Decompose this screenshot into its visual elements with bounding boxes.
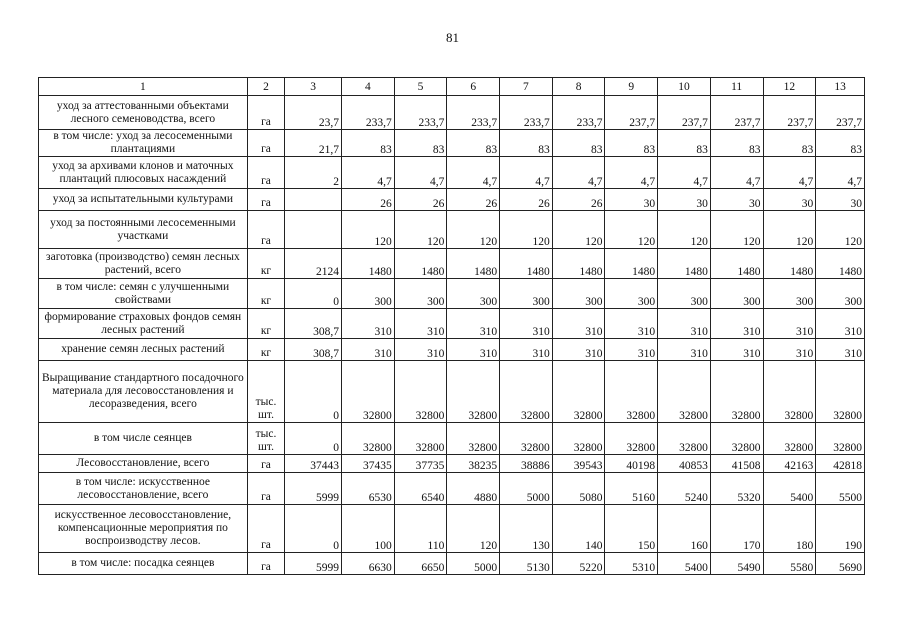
table-cell: 1480: [605, 249, 658, 279]
table-cell: 237,7: [605, 96, 658, 130]
table-cell: 5490: [710, 553, 763, 575]
table-cell: 5220: [552, 553, 605, 575]
row-label: уход за аттестованными объектами лесного семеноводства, всего: [39, 96, 248, 130]
column-header: 13: [816, 78, 865, 96]
table-cell: 32800: [447, 361, 500, 423]
table-cell: 1480: [763, 249, 816, 279]
table-cell: 300: [552, 279, 605, 309]
table-cell: 26: [447, 189, 500, 211]
table-cell: 120: [447, 505, 500, 553]
table-cell: 40853: [658, 455, 711, 473]
table-cell: 0: [285, 505, 342, 553]
table-cell: 37735: [394, 455, 447, 473]
table-cell: 310: [447, 309, 500, 339]
table-cell: 5400: [763, 473, 816, 505]
table-cell: 32800: [816, 423, 865, 455]
table-cell: 32800: [552, 361, 605, 423]
table-cell: 32800: [710, 361, 763, 423]
table-row: [39, 130, 865, 157]
table-row: [39, 505, 865, 553]
table-cell: 310: [658, 339, 711, 361]
table-cell: 5580: [763, 553, 816, 575]
table-cell: 310: [552, 309, 605, 339]
table-cell: [285, 189, 342, 211]
table-cell: 237,7: [710, 96, 763, 130]
row-unit: га: [247, 157, 284, 189]
table-cell: 180: [763, 505, 816, 553]
table-cell: 120: [816, 211, 865, 249]
row-label: формирование страховых фондов семян лесных растений: [39, 309, 248, 339]
row-unit: га: [247, 455, 284, 473]
table-cell: 4,7: [394, 157, 447, 189]
row-label: заготовка (производство) семян лесных растений, всего: [39, 249, 248, 279]
table-cell: 130: [500, 505, 553, 553]
table-cell: 110: [394, 505, 447, 553]
table-cell: 4,7: [500, 157, 553, 189]
page-number: 81: [446, 30, 459, 45]
table-cell: 38886: [500, 455, 553, 473]
table-cell: 170: [710, 505, 763, 553]
table-row: [39, 96, 865, 130]
table-cell: 83: [816, 130, 865, 157]
table-row: [39, 361, 865, 423]
table-cell: 310: [763, 339, 816, 361]
table-cell: 150: [605, 505, 658, 553]
table-cell: 120: [447, 211, 500, 249]
table-cell: 120: [394, 211, 447, 249]
row-unit: га: [247, 211, 284, 249]
table-cell: 32800: [710, 423, 763, 455]
table-cell: 100: [342, 505, 395, 553]
column-header: 6: [447, 78, 500, 96]
table-cell: 310: [500, 339, 553, 361]
table-cell: 160: [658, 505, 711, 553]
table-cell: 30: [816, 189, 865, 211]
row-label: искусственное лесовосстановление, компенсационные мероприятия по воспроизводству лесов.: [39, 505, 248, 553]
table-cell: 6650: [394, 553, 447, 575]
column-header: 4: [342, 78, 395, 96]
table-cell: 233,7: [447, 96, 500, 130]
table-cell: 300: [710, 279, 763, 309]
table-cell: 300: [763, 279, 816, 309]
row-label: Лесовосстановление, всего: [39, 455, 248, 473]
table-cell: 32800: [394, 423, 447, 455]
column-header: 3: [285, 78, 342, 96]
column-header: 10: [658, 78, 711, 96]
table-cell: 83: [658, 130, 711, 157]
table-cell: 2: [285, 157, 342, 189]
table-cell: 32800: [605, 423, 658, 455]
table-cell: 32800: [500, 423, 553, 455]
table-cell: 83: [552, 130, 605, 157]
table-cell: 6540: [394, 473, 447, 505]
table-row: [39, 309, 865, 339]
table-cell: 83: [394, 130, 447, 157]
row-unit: га: [247, 189, 284, 211]
table-cell: 32800: [605, 361, 658, 423]
table-cell: 6530: [342, 473, 395, 505]
column-header: 7: [500, 78, 553, 96]
table-cell: 1480: [394, 249, 447, 279]
row-label: уход за постоянными лесосеменными участками: [39, 211, 248, 249]
row-label: в том числе: посадка сеянцев: [39, 553, 248, 575]
row-unit: кг: [247, 309, 284, 339]
column-header: 12: [763, 78, 816, 96]
table-cell: 5240: [658, 473, 711, 505]
table-cell: 300: [658, 279, 711, 309]
row-label: в том числе: уход за лесосеменными плантациями: [39, 130, 248, 157]
row-label: уход за испытательными культурами: [39, 189, 248, 211]
table-cell: 308,7: [285, 309, 342, 339]
table-cell: 23,7: [285, 96, 342, 130]
table-cell: 310: [816, 309, 865, 339]
table-cell: 5320: [710, 473, 763, 505]
table-cell: 140: [552, 505, 605, 553]
table-cell: 310: [447, 339, 500, 361]
table-cell: 190: [816, 505, 865, 553]
table-cell: 308,7: [285, 339, 342, 361]
table-cell: 300: [447, 279, 500, 309]
table-cell: 5000: [500, 473, 553, 505]
table-cell: 32800: [342, 423, 395, 455]
table-row: [39, 279, 865, 309]
table-cell: 37443: [285, 455, 342, 473]
table-cell: 310: [394, 339, 447, 361]
table-cell: 300: [605, 279, 658, 309]
row-label: уход за архивами клонов и маточных плантаций плюсовых насаждений: [39, 157, 248, 189]
table-cell: 4,7: [816, 157, 865, 189]
table-cell: 1480: [552, 249, 605, 279]
table-cell: 4880: [447, 473, 500, 505]
table-cell: 26: [500, 189, 553, 211]
table-cell: 310: [500, 309, 553, 339]
table-cell: 83: [447, 130, 500, 157]
row-unit: кг: [247, 249, 284, 279]
table-cell: 233,7: [342, 96, 395, 130]
table-cell: 1480: [710, 249, 763, 279]
table-cell: 5080: [552, 473, 605, 505]
table-cell: 4,7: [447, 157, 500, 189]
data-table: [38, 77, 865, 575]
table-cell: 233,7: [552, 96, 605, 130]
table-cell: 32800: [763, 361, 816, 423]
row-unit: тыс. шт.: [247, 361, 284, 423]
column-header: 11: [710, 78, 763, 96]
column-header: 9: [605, 78, 658, 96]
table-cell: 30: [763, 189, 816, 211]
table-cell: 30: [710, 189, 763, 211]
table-cell: 37435: [342, 455, 395, 473]
row-label: в том числе сеянцев: [39, 423, 248, 455]
table-cell: 32800: [394, 361, 447, 423]
table-cell: 1480: [816, 249, 865, 279]
table-cell: 300: [500, 279, 553, 309]
table-cell: 300: [816, 279, 865, 309]
table-cell: 4,7: [605, 157, 658, 189]
table-row: [39, 553, 865, 575]
table-cell: 39543: [552, 455, 605, 473]
table-cell: 300: [342, 279, 395, 309]
column-header: 8: [552, 78, 605, 96]
table-cell: 42818: [816, 455, 865, 473]
table-cell: 310: [342, 339, 395, 361]
row-unit: кг: [247, 339, 284, 361]
table-cell: 4,7: [552, 157, 605, 189]
table-cell: 310: [763, 309, 816, 339]
row-label: Выращивание стандартного посадочного материала для лесовосстановления и лесоразведения, всего: [39, 361, 248, 423]
table-cell: 83: [500, 130, 553, 157]
table-cell: 5000: [447, 553, 500, 575]
table-row: [39, 249, 865, 279]
table-cell: 237,7: [816, 96, 865, 130]
table-cell: 32800: [342, 361, 395, 423]
column-header: 2: [247, 78, 284, 96]
table-cell: 6630: [342, 553, 395, 575]
table-row: [39, 211, 865, 249]
table-cell: 310: [552, 339, 605, 361]
table-cell: 120: [710, 211, 763, 249]
table-cell: 4,7: [710, 157, 763, 189]
table-cell: 310: [605, 309, 658, 339]
table-cell: 32800: [658, 423, 711, 455]
table-cell: 237,7: [763, 96, 816, 130]
table-cell: 26: [394, 189, 447, 211]
table-cell: 26: [342, 189, 395, 211]
table-cell: 233,7: [394, 96, 447, 130]
header-row: [39, 78, 865, 96]
row-unit: га: [247, 473, 284, 505]
table-cell: 5160: [605, 473, 658, 505]
table-cell: 30: [605, 189, 658, 211]
table-cell: 4,7: [763, 157, 816, 189]
table-cell: 310: [342, 309, 395, 339]
table-cell: 26: [552, 189, 605, 211]
table-cell: 5999: [285, 473, 342, 505]
table-cell: 83: [710, 130, 763, 157]
table-row: [39, 473, 865, 505]
table-cell: 233,7: [500, 96, 553, 130]
table-cell: 83: [605, 130, 658, 157]
table-cell: 21,7: [285, 130, 342, 157]
table-cell: 5500: [816, 473, 865, 505]
table-cell: 310: [658, 309, 711, 339]
table-cell: 120: [605, 211, 658, 249]
table-cell: 5690: [816, 553, 865, 575]
table-cell: [285, 211, 342, 249]
table-cell: 4,7: [342, 157, 395, 189]
table-row: [39, 455, 865, 473]
table-cell: 4,7: [658, 157, 711, 189]
table-cell: 32800: [816, 361, 865, 423]
table-cell: 310: [710, 339, 763, 361]
row-unit: кг: [247, 279, 284, 309]
row-label: в том числе: искусственное лесовосстановление, всего: [39, 473, 248, 505]
table-cell: 32800: [763, 423, 816, 455]
table-cell: 32800: [552, 423, 605, 455]
table-cell: 310: [394, 309, 447, 339]
table-cell: 38235: [447, 455, 500, 473]
table-cell: 1480: [342, 249, 395, 279]
row-unit: га: [247, 130, 284, 157]
table-row: [39, 157, 865, 189]
table-cell: 40198: [605, 455, 658, 473]
row-unit: тыс. шт.: [247, 423, 284, 455]
table-cell: 5130: [500, 553, 553, 575]
column-header: 5: [394, 78, 447, 96]
table-cell: 310: [605, 339, 658, 361]
table-cell: 32800: [447, 423, 500, 455]
table-cell: 310: [816, 339, 865, 361]
table-row: [39, 339, 865, 361]
table-cell: 5400: [658, 553, 711, 575]
column-header: 1: [39, 78, 248, 96]
table-cell: 0: [285, 279, 342, 309]
table-cell: 5310: [605, 553, 658, 575]
row-unit: га: [247, 505, 284, 553]
table-cell: 0: [285, 423, 342, 455]
table-cell: 83: [763, 130, 816, 157]
table-cell: 120: [342, 211, 395, 249]
row-label: в том числе: семян с улучшенными свойствами: [39, 279, 248, 309]
row-label: хранение семян лесных растений: [39, 339, 248, 361]
row-unit: га: [247, 553, 284, 575]
table-cell: 42163: [763, 455, 816, 473]
table-cell: 120: [500, 211, 553, 249]
table-row: [39, 423, 865, 455]
table-cell: 237,7: [658, 96, 711, 130]
table-cell: 41508: [710, 455, 763, 473]
table-cell: 300: [394, 279, 447, 309]
table-cell: 32800: [658, 361, 711, 423]
table-cell: 32800: [500, 361, 553, 423]
table-cell: 83: [342, 130, 395, 157]
table-cell: 120: [658, 211, 711, 249]
table-cell: 30: [658, 189, 711, 211]
table-cell: 1480: [658, 249, 711, 279]
table-cell: 2124: [285, 249, 342, 279]
table-cell: 5999: [285, 553, 342, 575]
table-row: [39, 189, 865, 211]
table-body: [39, 96, 865, 575]
row-unit: га: [247, 96, 284, 130]
table-cell: 120: [763, 211, 816, 249]
table-cell: 310: [710, 309, 763, 339]
table-cell: 1480: [447, 249, 500, 279]
table-cell: 0: [285, 361, 342, 423]
table-cell: 1480: [500, 249, 553, 279]
table-cell: 120: [552, 211, 605, 249]
